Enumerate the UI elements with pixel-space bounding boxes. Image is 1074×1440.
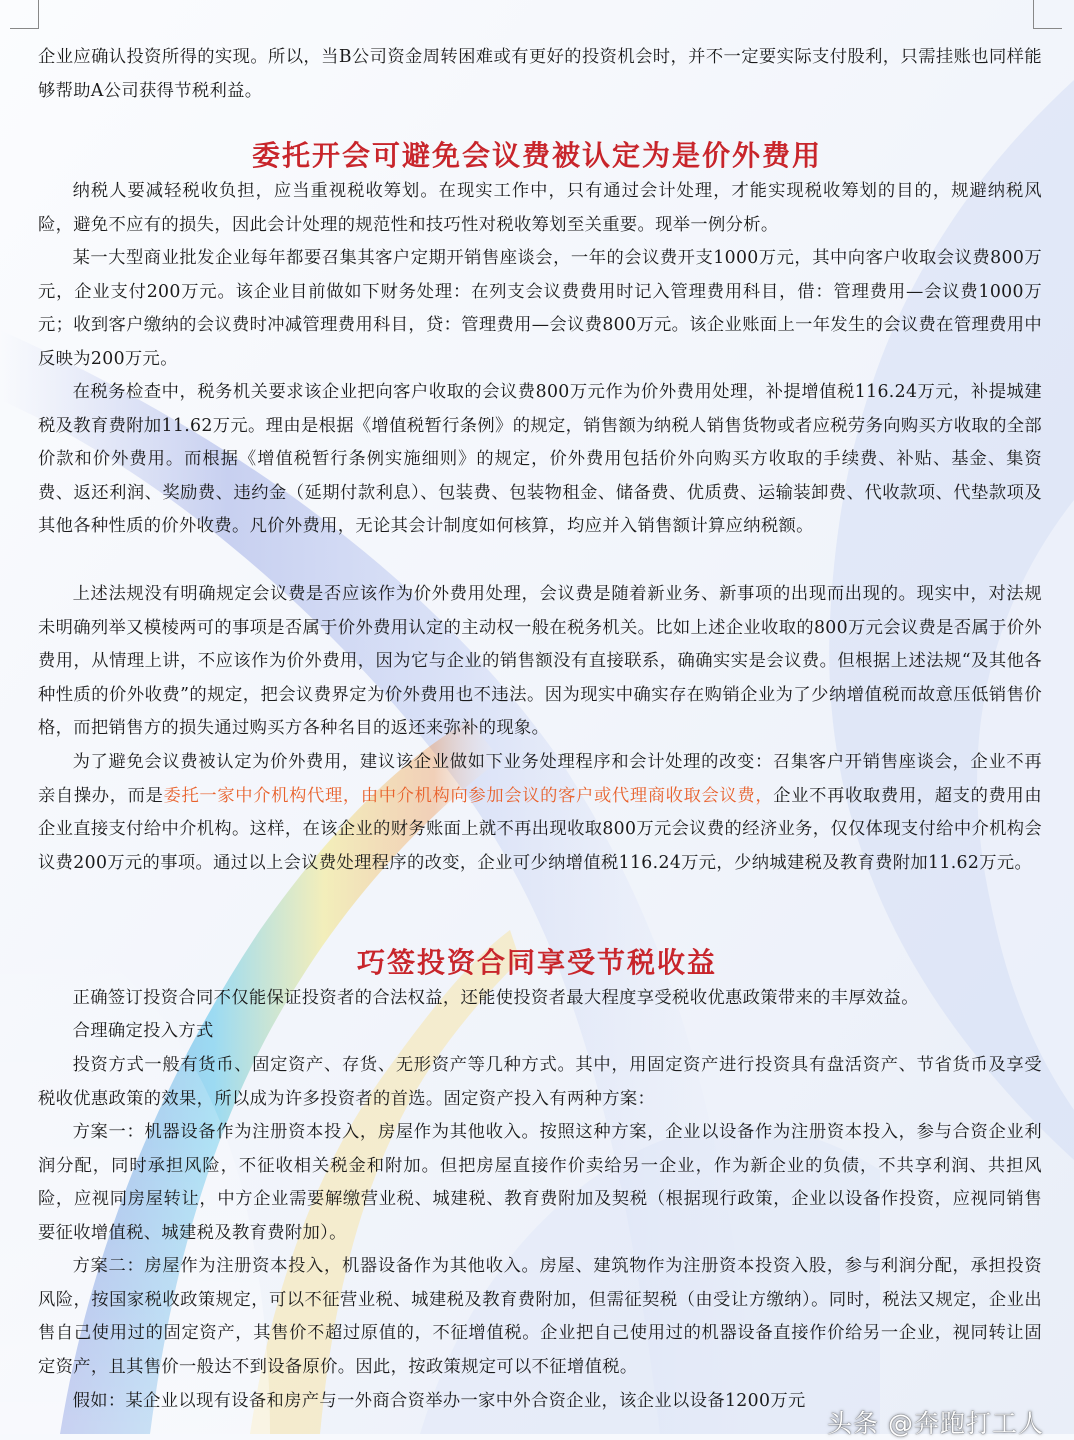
crop-mark-top-right — [1033, 0, 1062, 29]
section1-paragraph-3: 在税务检查中，税务机关要求该企业把向客户收取的会议费800万元作为价外费用处理，补提增值税116.24万元，补提城建税及教育费附加11.62万元。理由是根据《增值税暂行条例》的规定，销售额为纳税人销售货物或者应税劳务向购买方收取的全部价款和价外费用。而根据《增值税暂行条例实施细则》的规定，价外费用包括价外向购买方收取的手续费、补贴、基金、集资费、返还利润、奖励费、违约金（延期付款利息）、包装费、包装物租金、储备费、优质费、运输装卸费、代收款项、代垫款项及其他各种性质的价外收费。凡价外费用，无论其会计制度如何核算，均应并入销售额计算应纳税额。 — [38, 382, 1042, 537]
watermark: 头条 @奔跑打工人 — [827, 1409, 1044, 1438]
section1-paragraph-4: 上述法规没有明确规定会议费是否应该作为价外费用处理，会议费是随着新业务、新事项的出现而出现的。现实中，对法规未明确列举又模棱两可的事项是否属于价外费用认定的主动权一般在税务机关。比如上述企业收取的800万元会议费是否属于价外费用，从情理上讲，不应该作为价外费用，因为它与企业的销售额没有直接联系，确确实实是会议费。但根据上述法规“及其他各种性质的价外收费”的规定，把会议费界定为价外费用也不违法。因为现实中确实存在购销企业为了少纳增值税而故意压低销售价格，而把销售方的损失通过购买方各种名目的返还来弥补的现象。 — [38, 584, 1042, 739]
section2-paragraph-3: 投资方式一般有货币、固定资产、存货、无形资产等几种方式。其中，用固定资产进行投资具有盘活资产、节省货币及享受税收优惠政策的效果，所以成为许多投资者的首选。固定资产投入有两种方案： — [38, 1055, 1042, 1109]
section1-paragraph-2: 某一大型商业批发企业每年都要召集其客户定期开销售座谈会，一年的会议费开支1000万元，其中向客户收取会议费800万元，企业支付200万元。该企业目前做如下财务处理：在列支会议费费用时记入管理费用科目，借：管理费用—会议费1000万元；收到客户缴纳的会议费时冲减管理费用科目，贷：管理费用—会议费800万元。该企业账面上一年发生的会议费在管理费用中反映为200万元。 — [38, 248, 1042, 369]
section-title-investment-contract: 巧签投资合同享受节税收益 — [356, 946, 717, 979]
section1-paragraph-5-start: 为了避免会议费被认定为价外费用，建议该企业做如下业务处理程序和会计处理的改变：召集客户开销售座谈会，企业不再亲自操办，而是 — [38, 752, 1042, 806]
section1-paragraph-5-end: 企业不再收取费用，超支的费用由企业直接支付给中介机构。这样，在该企业的财务账面上就不再出现收取800万元会议费的经济业务，仅仅体现支付给中介机构会议费200万元的事项。通过以上会议费处理程序的改变，企业可少纳增值税116.24万元，少纳城建税及教育费附加11.62万元。 — [38, 785, 1042, 873]
section2-plan-1: 方案一：机器设备作为注册资本投入，房屋作为其他收入。按照这种方案，企业以设备作为注册资本投入，参与合资企业利润分配，同时承担风险，不征收相关税金和附加。但把房屋直接作价卖给另一企业，作为新企业的负债，不共享利润、共担风险，应视同房屋转让，中方企业需要解缴营业税、城建税、教育费附加及契税（根据现行政策，企业以设备作投资，应视同销售要征收增值税、城建税及教育费附加）。 — [38, 1122, 1042, 1243]
paragraph-continued: 企业应确认投资所得的实现。所以，当B公司资金周转困难或有更好的投资机会时，并不一定要实际支付股利，只需挂账也同样能够帮助A公司获得节税利益。 — [38, 47, 1042, 101]
crop-mark-top-left — [10, 0, 39, 29]
section2-paragraph-6: 假如：某企业以现有设备和房产与一外商合资举办一家中外合资企业，该企业以设备1200万元 — [72, 1391, 806, 1411]
section2-subheading: 合理确定投入方式 — [72, 1021, 214, 1041]
section2-paragraph-1: 正确签订投资合同不仅能保证投资者的合法权益，还能使投资者最大程度享受税收优惠政策带来的丰厚效益。 — [72, 988, 919, 1008]
section1-paragraph-1: 纳税人要减轻税收负担，应当重视税收筹划。在现实工作中，只有通过会计处理，才能实现税收筹划的目的，规避纳税风险，避免不应有的损失，因此会计处理的规范性和技巧性对税收筹划至关重要。现举一例分析。 — [38, 181, 1042, 235]
highlighted-suggestion: 委托一家中介机构代理，由中介机构向参加会议的客户或代理商收取会议费， — [163, 785, 774, 806]
section2-plan-2: 方案二：房屋作为注册资本投入，机器设备作为其他收入。房屋、建筑物作为注册资本投资入股，参与利润分配，承担投资风险，按国家税收政策规定，可以不征营业税、城建税及教育费附加，但需征契税（由受让方缴纳）。同时，税法又规定，企业出售自己使用过的固定资产，其售价不超过原值的，不征增值税。企业把自己使用过的机器设备直接作价给另一企业，视同转让固定资产，且其售价一般达不到设备原价。因此，按政策规定可以不征增值税。 — [38, 1256, 1042, 1377]
section-title-meeting-fee: 委托开会可避免会议费被认定为是价外费用 — [251, 139, 822, 172]
section1-paragraph-5 — [38, 746, 1042, 880]
